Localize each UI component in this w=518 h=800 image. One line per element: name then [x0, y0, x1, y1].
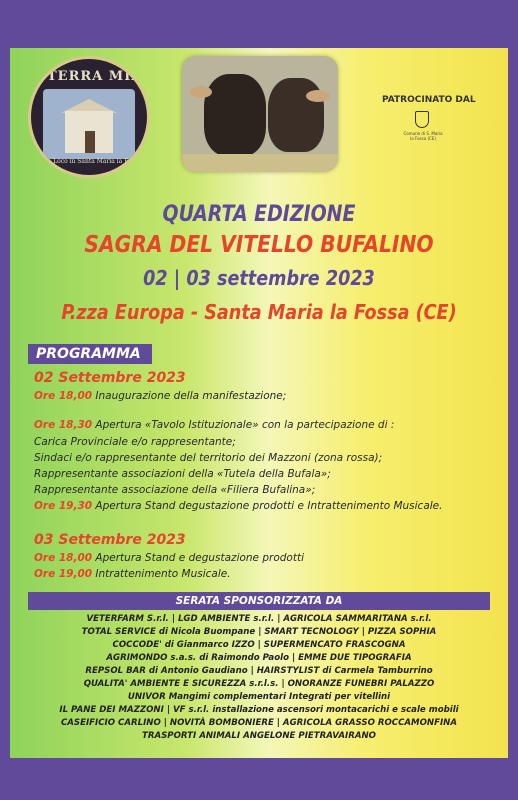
schedule-line — [34, 568, 231, 580]
schedule-line — [34, 452, 382, 464]
event-place: P.zza Europa - Santa Maria la Fossa (CE) — [61, 300, 457, 324]
buffalo-calf-left — [204, 74, 266, 156]
logo-title: TERRA MIA — [47, 69, 143, 84]
schedule-time: Ore 19,00 — [34, 568, 93, 580]
schedule-line — [34, 500, 442, 512]
schedule-text: Rappresentante associazione della «Filiera Bufalina»; — [34, 484, 316, 496]
sponsor-line: IL PANE DEI MAZZONI | VF s.r.l. installazione ascensori montacarichi e scale mobili — [59, 705, 459, 715]
event-title: SAGRA DEL VITELLO BUFALINO — [84, 232, 434, 258]
schedule-time: Ore 19,30 — [34, 500, 93, 512]
schedule-text: Apertura Stand e degustazione prodotti — [92, 552, 305, 564]
sponsor-label: SERATA SPONSORIZZATA DA — [175, 595, 343, 607]
buffalo-calves-photo — [182, 56, 338, 172]
event-dates: 02 | 03 settembre 2023 — [143, 266, 375, 290]
schedule-line — [34, 419, 394, 431]
schedule-time: Ore 18,30 — [34, 419, 93, 431]
programme-label: PROGRAMMA — [36, 346, 141, 362]
schedule-line — [34, 484, 315, 496]
comune-name: Comune di S. Maria la Fossa (CE) — [403, 131, 443, 141]
day2-date: 03 Settembre 2023 — [34, 532, 186, 548]
sponsor-line: CASEIFICIO CARLINO | NOVITÀ BOMBONIERE | AGRICOLA GRASSO ROCCAMONFINA — [60, 718, 458, 728]
sponsor-line: AGRIMONDO s.a.s. di Raimondo Paolo | EMME DUE TIPOGRAFIA — [106, 653, 412, 663]
schedule-text: Sindaci e/o rappresentante del territorio dei Mazzoni (zona rossa); — [34, 452, 383, 464]
sponsor-line: VETERFARM S.r.l. | LGD AMBIENTE s.r.l. | AGRICOLA SAMMARITANA s.r.l. — [86, 614, 432, 624]
straw-ground — [182, 154, 338, 172]
ear-icon — [306, 90, 330, 102]
sponsor-line: COCCODE' di Gianmarco IZZO | SUPERMENCATO FRASCOGNA — [112, 640, 406, 650]
schedule-text: Apertura «Tavolo Istituzionale» con la partecipazione di : — [92, 419, 395, 431]
sponsor-line: REPSOL BAR di Antonio Gaudiano | HAIRSTYLIST di Carmela Tamburrino — [85, 666, 433, 676]
sponsor-line: TOTAL SERVICE di Nicola Buompane | SMART TECNOLOGY | PIZZA SOPHIA — [81, 627, 437, 637]
schedule-time: Ore 18,00 — [34, 390, 93, 402]
programme-banner — [28, 344, 152, 364]
church-door-icon — [85, 131, 95, 153]
sponsor-line: TRASPORTI ANIMALI ANGELONE PIETRAVAIRANO — [141, 731, 376, 741]
day1-date: 02 Settembre 2023 — [34, 370, 186, 386]
schedule-line — [34, 390, 286, 402]
schedule-line — [34, 468, 331, 480]
schedule-text: Inaugurazione della manifestazione; — [92, 390, 287, 402]
comune-crest-icon — [415, 111, 429, 128]
logo-subtitle: Pro Loco in Santa Maria la Fossa — [40, 158, 142, 165]
schedule-text: Apertura Stand degustazione prodotti e Intrattenimento Musicale. — [92, 500, 443, 512]
schedule-line — [34, 436, 236, 448]
schedule-text: Intrattenimento Musicale. — [92, 568, 231, 580]
patronage-label: PATROCINATO DAL — [382, 95, 476, 105]
ear-icon — [190, 86, 212, 98]
schedule-text: Rappresentante associazioni della «Tutela della Bufala»; — [34, 468, 331, 480]
pro-loco-logo — [28, 56, 150, 178]
sponsor-line: QUALITA' AMBIENTE E SICUREZZA s.r.l.s. | ONORANZE FUNEBRI PALAZZO — [83, 679, 435, 689]
schedule-time: Ore 18,00 — [34, 552, 93, 564]
edition-heading: QUARTA EDIZIONE — [162, 202, 356, 227]
schedule-text: Carica Provinciale e/o rappresentante; — [34, 436, 236, 448]
schedule-line — [34, 552, 304, 564]
sponsor-banner — [28, 592, 490, 610]
sponsor-line: UNIVOR Mangimi complementari Integrati per vitellini — [127, 692, 391, 702]
